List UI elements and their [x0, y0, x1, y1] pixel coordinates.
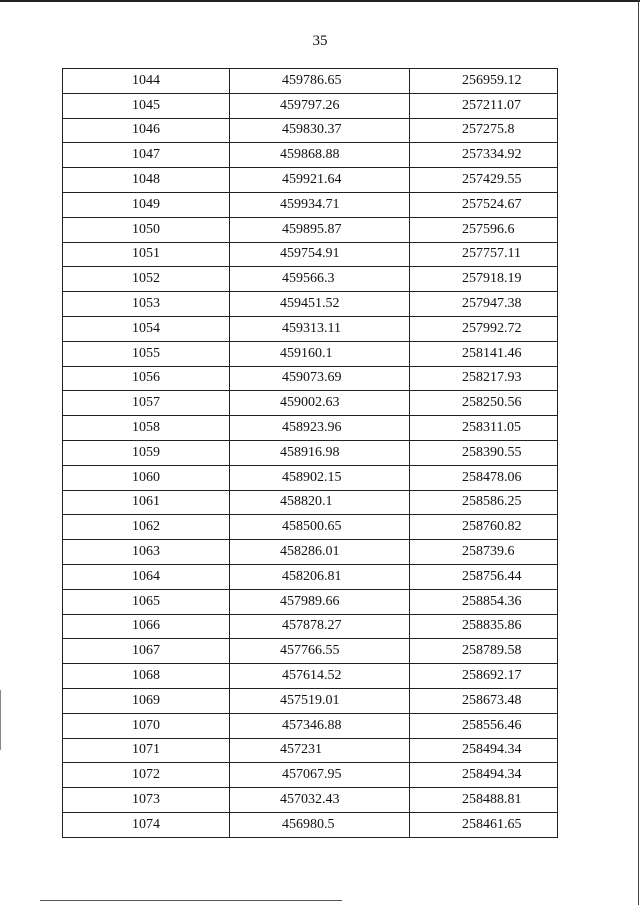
x-coordinate-cell: 458916.98 [230, 440, 410, 465]
point-number-cell: 1074 [63, 812, 230, 837]
table-row [63, 242, 558, 267]
table-row [63, 391, 558, 416]
point-number-cell: 1054 [63, 316, 230, 341]
x-coordinate-cell: 457766.55 [230, 639, 410, 664]
x-coordinate-cell: 458820.1 [230, 490, 410, 515]
table-row [63, 292, 558, 317]
x-coordinate-cell: 459073.69 [230, 366, 410, 391]
page-left-mark [0, 690, 1, 750]
y-coordinate-cell: 256959.12 [410, 69, 558, 94]
x-coordinate-cell: 459313.11 [230, 316, 410, 341]
y-coordinate-cell: 257596.6 [410, 217, 558, 242]
table-row [63, 440, 558, 465]
y-coordinate-cell: 257429.55 [410, 168, 558, 193]
x-coordinate-cell: 459786.65 [230, 69, 410, 94]
y-coordinate-cell: 258556.46 [410, 713, 558, 738]
y-coordinate-cell: 257334.92 [410, 143, 558, 168]
point-number-cell: 1058 [63, 416, 230, 441]
y-coordinate-cell: 258311.05 [410, 416, 558, 441]
table-row [63, 192, 558, 217]
point-number-cell: 1045 [63, 93, 230, 118]
y-coordinate-cell: 257947.38 [410, 292, 558, 317]
x-coordinate-cell: 459934.71 [230, 192, 410, 217]
coordinates-table [62, 68, 558, 838]
table-row [63, 515, 558, 540]
y-coordinate-cell: 258789.58 [410, 639, 558, 664]
x-coordinate-cell: 458923.96 [230, 416, 410, 441]
table-row [63, 564, 558, 589]
point-number-cell: 1053 [63, 292, 230, 317]
x-coordinate-cell: 457614.52 [230, 664, 410, 689]
table-row [63, 664, 558, 689]
x-coordinate-cell: 457346.88 [230, 713, 410, 738]
point-number-cell: 1046 [63, 118, 230, 143]
table-row [63, 713, 558, 738]
point-number-cell: 1061 [63, 490, 230, 515]
table-row [63, 614, 558, 639]
x-coordinate-cell: 459895.87 [230, 217, 410, 242]
table-row [63, 366, 558, 391]
y-coordinate-cell: 258494.34 [410, 763, 558, 788]
y-coordinate-cell: 258739.6 [410, 540, 558, 565]
x-coordinate-cell: 457989.66 [230, 589, 410, 614]
y-coordinate-cell: 258250.56 [410, 391, 558, 416]
table-row [63, 788, 558, 813]
point-number-cell: 1063 [63, 540, 230, 565]
y-coordinate-cell: 258488.81 [410, 788, 558, 813]
point-number-cell: 1060 [63, 465, 230, 490]
point-number-cell: 1065 [63, 589, 230, 614]
y-coordinate-cell: 258760.82 [410, 515, 558, 540]
y-coordinate-cell: 258141.46 [410, 341, 558, 366]
y-coordinate-cell: 258586.25 [410, 490, 558, 515]
x-coordinate-cell: 459754.91 [230, 242, 410, 267]
y-coordinate-cell: 258494.34 [410, 738, 558, 763]
y-coordinate-cell: 257992.72 [410, 316, 558, 341]
y-coordinate-cell: 257918.19 [410, 267, 558, 292]
table-row [63, 639, 558, 664]
footnote-rule [40, 900, 342, 901]
y-coordinate-cell: 258835.86 [410, 614, 558, 639]
y-coordinate-cell: 258461.65 [410, 812, 558, 837]
point-number-cell: 1073 [63, 788, 230, 813]
x-coordinate-cell: 457519.01 [230, 688, 410, 713]
y-coordinate-cell: 258673.48 [410, 688, 558, 713]
point-number-cell: 1068 [63, 664, 230, 689]
point-number-cell: 1062 [63, 515, 230, 540]
table-row [63, 69, 558, 94]
x-coordinate-cell: 456980.5 [230, 812, 410, 837]
table-row [63, 465, 558, 490]
y-coordinate-cell: 257211.07 [410, 93, 558, 118]
x-coordinate-cell: 459160.1 [230, 341, 410, 366]
table-row [63, 143, 558, 168]
point-number-cell: 1047 [63, 143, 230, 168]
point-number-cell: 1050 [63, 217, 230, 242]
table-row [63, 93, 558, 118]
y-coordinate-cell: 257524.67 [410, 192, 558, 217]
table-row [63, 267, 558, 292]
table-row [63, 416, 558, 441]
x-coordinate-cell: 458902.15 [230, 465, 410, 490]
point-number-cell: 1064 [63, 564, 230, 589]
point-number-cell: 1066 [63, 614, 230, 639]
y-coordinate-cell: 257757.11 [410, 242, 558, 267]
point-number-cell: 1048 [63, 168, 230, 193]
x-coordinate-cell: 458286.01 [230, 540, 410, 565]
x-coordinate-cell: 459868.88 [230, 143, 410, 168]
x-coordinate-cell: 459921.64 [230, 168, 410, 193]
x-coordinate-cell: 459797.26 [230, 93, 410, 118]
table-row [63, 688, 558, 713]
table-row [63, 118, 558, 143]
point-number-cell: 1052 [63, 267, 230, 292]
table-row [63, 812, 558, 837]
table-row [63, 316, 558, 341]
point-number-cell: 1069 [63, 688, 230, 713]
x-coordinate-cell: 457231 [230, 738, 410, 763]
table-row [63, 540, 558, 565]
x-coordinate-cell: 459566.3 [230, 267, 410, 292]
y-coordinate-cell: 257275.8 [410, 118, 558, 143]
table-row [63, 168, 558, 193]
y-coordinate-cell: 258854.36 [410, 589, 558, 614]
y-coordinate-cell: 258390.55 [410, 440, 558, 465]
page-right-edge [638, 0, 639, 905]
point-number-cell: 1067 [63, 639, 230, 664]
point-number-cell: 1049 [63, 192, 230, 217]
point-number-cell: 1055 [63, 341, 230, 366]
point-number-cell: 1044 [63, 69, 230, 94]
x-coordinate-cell: 459002.63 [230, 391, 410, 416]
table-row [63, 763, 558, 788]
x-coordinate-cell: 457067.95 [230, 763, 410, 788]
table-row [63, 341, 558, 366]
y-coordinate-cell: 258217.93 [410, 366, 558, 391]
x-coordinate-cell: 459830.37 [230, 118, 410, 143]
x-coordinate-cell: 459451.52 [230, 292, 410, 317]
y-coordinate-cell: 258478.06 [410, 465, 558, 490]
table-row [63, 490, 558, 515]
x-coordinate-cell: 458500.65 [230, 515, 410, 540]
table-row [63, 738, 558, 763]
point-number-cell: 1070 [63, 713, 230, 738]
y-coordinate-cell: 258692.17 [410, 664, 558, 689]
table-row [63, 217, 558, 242]
x-coordinate-cell: 458206.81 [230, 564, 410, 589]
point-number-cell: 1051 [63, 242, 230, 267]
x-coordinate-cell: 457878.27 [230, 614, 410, 639]
point-number-cell: 1072 [63, 763, 230, 788]
point-number-cell: 1059 [63, 440, 230, 465]
page-top-edge [0, 0, 640, 2]
page-number: 35 [312, 33, 328, 49]
x-coordinate-cell: 457032.43 [230, 788, 410, 813]
table-row [63, 589, 558, 614]
coordinates-table-body [63, 69, 558, 838]
point-number-cell: 1056 [63, 366, 230, 391]
y-coordinate-cell: 258756.44 [410, 564, 558, 589]
point-number-cell: 1071 [63, 738, 230, 763]
point-number-cell: 1057 [63, 391, 230, 416]
